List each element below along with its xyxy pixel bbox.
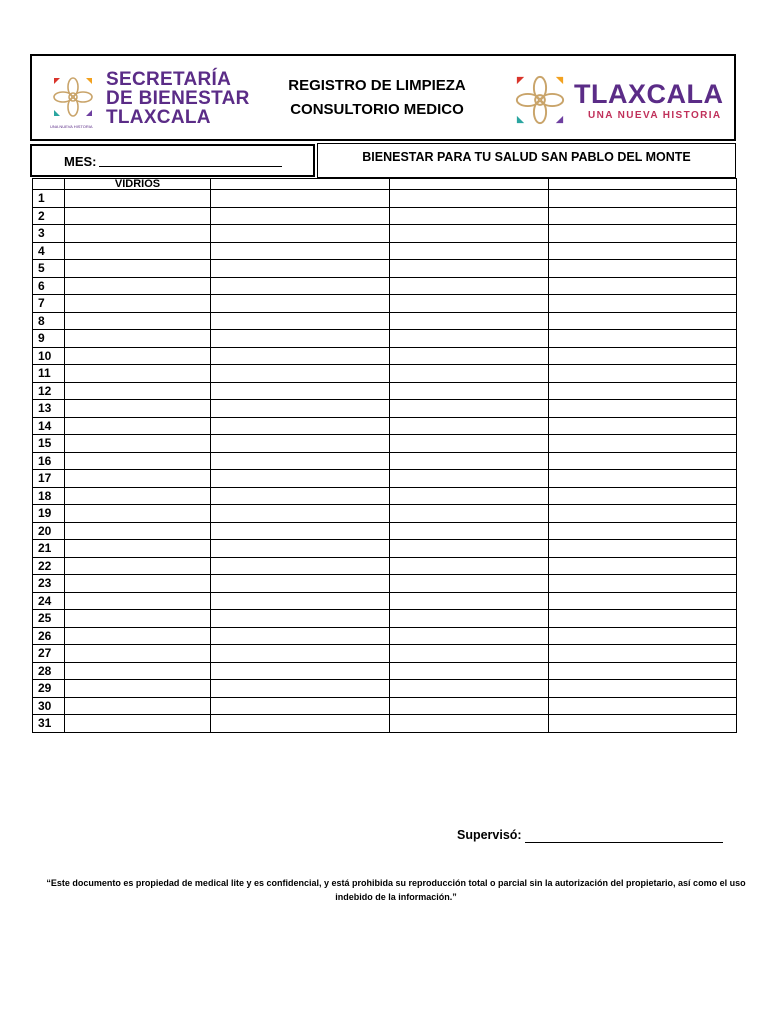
supervisor-signature-line[interactable]: [525, 842, 723, 843]
table-row: [33, 487, 737, 505]
table-row: [33, 365, 737, 383]
day-number: 31: [33, 715, 65, 733]
entry-cell[interactable]: [211, 260, 390, 278]
entry-cell[interactable]: [211, 400, 390, 418]
title-line-2: CONSULTORIO MEDICO: [290, 101, 464, 118]
entry-cell[interactable]: [65, 190, 211, 208]
day-number: 18: [33, 487, 65, 505]
entry-cell[interactable]: [390, 330, 549, 348]
entry-cell[interactable]: [65, 627, 211, 645]
day-number: 26: [33, 627, 65, 645]
entry-cell[interactable]: [549, 627, 737, 645]
entry-cell[interactable]: [549, 662, 737, 680]
entry-cell[interactable]: [549, 470, 737, 488]
entry-cell[interactable]: [211, 417, 390, 435]
entry-cell[interactable]: [390, 645, 549, 663]
day-number: 25: [33, 610, 65, 628]
table-row: [33, 207, 737, 225]
month-label: MES:: [64, 154, 97, 169]
header-cell: [211, 179, 390, 190]
entry-cell[interactable]: [390, 522, 549, 540]
entry-cell[interactable]: [211, 505, 390, 523]
entry-cell[interactable]: [549, 575, 737, 593]
entry-cell[interactable]: [211, 627, 390, 645]
entry-cell[interactable]: [211, 365, 390, 383]
entry-cell[interactable]: [390, 487, 549, 505]
entry-cell[interactable]: [211, 557, 390, 575]
entry-cell[interactable]: [549, 347, 737, 365]
entry-cell[interactable]: [211, 347, 390, 365]
entry-cell[interactable]: [549, 400, 737, 418]
entry-cell[interactable]: [65, 435, 211, 453]
entry-cell[interactable]: [390, 417, 549, 435]
day-number: 30: [33, 697, 65, 715]
entry-cell[interactable]: [65, 260, 211, 278]
day-number: 9: [33, 330, 65, 348]
entry-cell[interactable]: [211, 610, 390, 628]
entry-cell[interactable]: [211, 697, 390, 715]
table-row: [33, 312, 737, 330]
clinic-name: BIENESTAR PARA TU SALUD SAN PABLO DEL MONTE: [317, 143, 736, 178]
entry-cell[interactable]: [549, 190, 737, 208]
day-number: 8: [33, 312, 65, 330]
day-number: 12: [33, 382, 65, 400]
secretaria-logo: [50, 70, 250, 132]
entry-cell[interactable]: [65, 242, 211, 260]
entry-cell[interactable]: [390, 365, 549, 383]
entry-cell[interactable]: [390, 575, 549, 593]
day-number: 21: [33, 540, 65, 558]
day-number: 5: [33, 260, 65, 278]
table-row: [33, 662, 737, 680]
day-number: 11: [33, 365, 65, 383]
entry-cell[interactable]: [211, 540, 390, 558]
entry-cell[interactable]: [65, 470, 211, 488]
entry-cell[interactable]: [390, 505, 549, 523]
entry-cell[interactable]: [390, 540, 549, 558]
table-row: [33, 225, 737, 243]
secretaria-logo-text: [106, 70, 250, 127]
entry-cell[interactable]: [549, 365, 737, 383]
entry-cell[interactable]: [390, 452, 549, 470]
entry-cell[interactable]: [211, 242, 390, 260]
entry-cell[interactable]: [549, 452, 737, 470]
table-row: [33, 417, 737, 435]
entry-cell[interactable]: [390, 242, 549, 260]
entry-cell[interactable]: [211, 190, 390, 208]
entry-cell[interactable]: [390, 312, 549, 330]
month-underline[interactable]: [99, 166, 282, 167]
table-row: [33, 505, 737, 523]
table-row: [33, 382, 737, 400]
entry-cell[interactable]: [65, 697, 211, 715]
table-row: [33, 522, 737, 540]
entry-cell[interactable]: [549, 242, 737, 260]
header-cell: [549, 179, 737, 190]
entry-cell[interactable]: [211, 680, 390, 698]
entry-cell[interactable]: [390, 225, 549, 243]
entry-cell[interactable]: [390, 347, 549, 365]
header-cell: [390, 179, 549, 190]
table-row: [33, 645, 737, 663]
entry-cell[interactable]: [211, 207, 390, 225]
entry-cell[interactable]: [65, 715, 211, 733]
entry-cell[interactable]: [549, 645, 737, 663]
table-row: [33, 575, 737, 593]
entry-cell[interactable]: [549, 505, 737, 523]
entry-cell[interactable]: [65, 487, 211, 505]
tlaxcala-logo: [512, 72, 732, 132]
entry-cell[interactable]: [211, 452, 390, 470]
document-title: [282, 74, 472, 122]
entry-cell[interactable]: [65, 610, 211, 628]
entry-cell[interactable]: [549, 207, 737, 225]
day-number: 28: [33, 662, 65, 680]
title-line-1: REGISTRO DE LIMPIEZA: [288, 77, 466, 94]
table-row: [33, 295, 737, 313]
entry-cell[interactable]: [211, 330, 390, 348]
table-row: [33, 697, 737, 715]
entry-cell[interactable]: [549, 312, 737, 330]
flower-emblem-icon: [50, 74, 96, 120]
day-number: 3: [33, 225, 65, 243]
table-row: [33, 260, 737, 278]
cleaning-log-table: [32, 178, 737, 733]
day-number: 4: [33, 242, 65, 260]
entry-cell[interactable]: [65, 330, 211, 348]
day-number: 16: [33, 452, 65, 470]
entry-cell[interactable]: [65, 417, 211, 435]
entry-cell[interactable]: [549, 487, 737, 505]
entry-cell[interactable]: [390, 277, 549, 295]
entry-cell[interactable]: [549, 260, 737, 278]
flower-emblem-icon: [512, 72, 568, 128]
table-row: [33, 680, 737, 698]
entry-cell[interactable]: [65, 557, 211, 575]
day-number: 14: [33, 417, 65, 435]
day-number: 6: [33, 277, 65, 295]
table-row: [33, 470, 737, 488]
entry-cell[interactable]: [211, 225, 390, 243]
day-number: 24: [33, 592, 65, 610]
table-row: [33, 435, 737, 453]
tlaxcala-logo-tagline: UNA NUEVA HISTORIA: [588, 110, 722, 121]
entry-cell[interactable]: [390, 592, 549, 610]
day-number: 17: [33, 470, 65, 488]
table-row: [33, 627, 737, 645]
entry-cell[interactable]: [65, 452, 211, 470]
entry-cell[interactable]: [549, 417, 737, 435]
table-row: [33, 400, 737, 418]
supervisor-label: Supervisó:: [457, 828, 522, 842]
entry-cell[interactable]: [211, 575, 390, 593]
entry-cell[interactable]: [549, 557, 737, 575]
entry-cell[interactable]: [211, 662, 390, 680]
table-row: [33, 190, 737, 208]
table-row: [33, 452, 737, 470]
day-number: 10: [33, 347, 65, 365]
entry-cell[interactable]: [211, 382, 390, 400]
entry-cell[interactable]: [549, 225, 737, 243]
entry-cell[interactable]: [390, 435, 549, 453]
entry-cell[interactable]: [390, 680, 549, 698]
table-row: [33, 540, 737, 558]
entry-cell[interactable]: [211, 592, 390, 610]
entry-cell[interactable]: [390, 662, 549, 680]
entry-cell[interactable]: [549, 382, 737, 400]
entry-cell[interactable]: [549, 330, 737, 348]
day-number: 22: [33, 557, 65, 575]
entry-cell[interactable]: [65, 207, 211, 225]
day-number: 29: [33, 680, 65, 698]
entry-cell[interactable]: [65, 522, 211, 540]
entry-cell[interactable]: [211, 295, 390, 313]
entry-cell[interactable]: [390, 207, 549, 225]
entry-cell[interactable]: [65, 225, 211, 243]
entry-cell[interactable]: [549, 680, 737, 698]
entry-cell[interactable]: [65, 365, 211, 383]
entry-cell[interactable]: [211, 435, 390, 453]
table-header-row: [33, 179, 737, 190]
entry-cell[interactable]: [65, 400, 211, 418]
logo-line-3: TLAXCALA: [106, 107, 211, 128]
table-row: [33, 610, 737, 628]
table-row: [33, 592, 737, 610]
table-row: [33, 557, 737, 575]
entry-cell[interactable]: [65, 295, 211, 313]
entry-cell[interactable]: [211, 312, 390, 330]
table-row: [33, 715, 737, 733]
header-cell-vidrios: VIDRIOS: [65, 179, 211, 190]
day-number: 7: [33, 295, 65, 313]
entry-cell[interactable]: [390, 190, 549, 208]
entry-cell[interactable]: [211, 522, 390, 540]
logo-line-1: SECRETARÍA: [106, 69, 232, 90]
entry-cell[interactable]: [549, 610, 737, 628]
entry-cell[interactable]: [549, 715, 737, 733]
confidentiality-disclaimer: “Este documento es propiedad de medical lite y es confidencial, y está prohibida su reproducción total o parcial sin la autorización del propietario, así como el uso indebido de la información.”: [46, 878, 746, 902]
entry-cell[interactable]: [65, 382, 211, 400]
day-number: 15: [33, 435, 65, 453]
entry-cell[interactable]: [390, 610, 549, 628]
entry-cell[interactable]: [211, 715, 390, 733]
entry-cell[interactable]: [549, 277, 737, 295]
entry-cell[interactable]: [211, 470, 390, 488]
entry-cell[interactable]: [390, 557, 549, 575]
entry-cell[interactable]: [390, 400, 549, 418]
logo-tagline: UNA NUEVA HISTORIA: [50, 124, 93, 129]
header-cell: [33, 179, 65, 190]
day-number: 13: [33, 400, 65, 418]
entry-cell[interactable]: [65, 662, 211, 680]
entry-cell[interactable]: [549, 540, 737, 558]
entry-cell[interactable]: [390, 470, 549, 488]
entry-cell[interactable]: [65, 277, 211, 295]
day-number: 27: [33, 645, 65, 663]
entry-cell[interactable]: [549, 592, 737, 610]
entry-cell[interactable]: [390, 627, 549, 645]
logo-line-2: DE BIENESTAR: [106, 88, 250, 109]
entry-cell[interactable]: [65, 592, 211, 610]
table-row: [33, 330, 737, 348]
entry-cell[interactable]: [390, 382, 549, 400]
entry-cell[interactable]: [65, 575, 211, 593]
entry-cell[interactable]: [65, 347, 211, 365]
entry-cell[interactable]: [549, 522, 737, 540]
entry-cell[interactable]: [390, 715, 549, 733]
entry-cell[interactable]: [549, 435, 737, 453]
entry-cell[interactable]: [65, 540, 211, 558]
day-number: 1: [33, 190, 65, 208]
entry-cell[interactable]: [65, 645, 211, 663]
day-number: 20: [33, 522, 65, 540]
entry-cell[interactable]: [211, 277, 390, 295]
table-row: [33, 277, 737, 295]
day-number: 23: [33, 575, 65, 593]
entry-cell[interactable]: [211, 487, 390, 505]
day-number: 2: [33, 207, 65, 225]
entry-cell[interactable]: [390, 295, 549, 313]
entry-cell[interactable]: [65, 680, 211, 698]
entry-cell[interactable]: [65, 312, 211, 330]
month-field[interactable]: [30, 144, 315, 177]
entry-cell[interactable]: [390, 260, 549, 278]
table-row: [33, 347, 737, 365]
day-number: 19: [33, 505, 65, 523]
entry-cell[interactable]: [549, 295, 737, 313]
entry-cell[interactable]: [549, 697, 737, 715]
entry-cell[interactable]: [211, 645, 390, 663]
tlaxcala-logo-name: TLAXCALA: [574, 79, 724, 109]
entry-cell[interactable]: [65, 505, 211, 523]
entry-cell[interactable]: [390, 697, 549, 715]
document-header: [30, 54, 736, 141]
table-row: [33, 242, 737, 260]
